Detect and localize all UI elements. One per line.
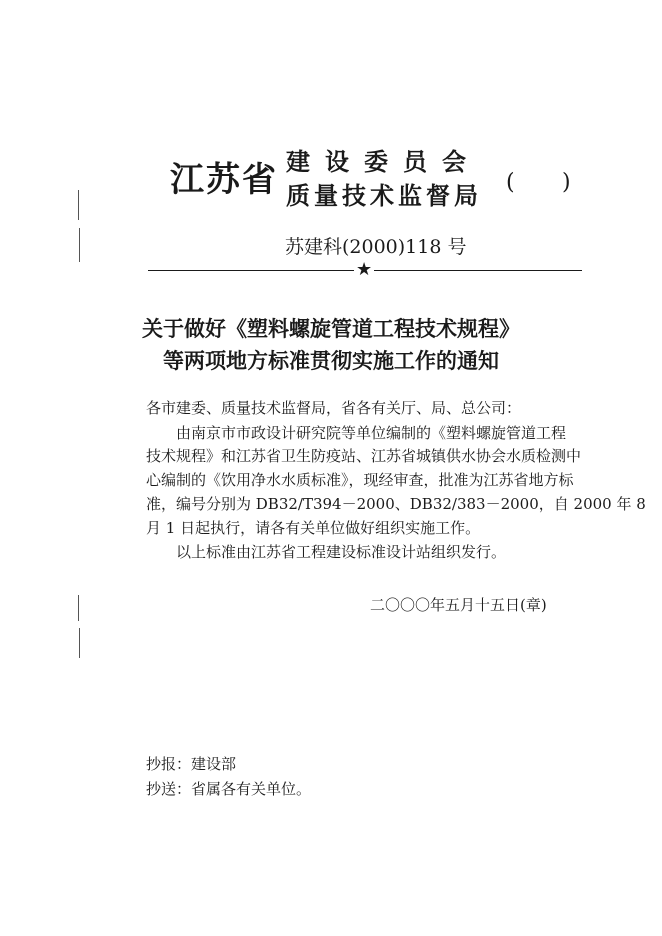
scan-margin-mark [79, 628, 80, 658]
scan-margin-mark [78, 190, 79, 220]
distribution-paragraph: 以上标准由江苏省工程建设标准设计站组织发行。 [176, 543, 507, 561]
scan-margin-mark [79, 228, 80, 262]
body-paragraph-line: 月 1 日起执行，请各有关单位做好组织实施工作。 [146, 519, 481, 537]
document-number: 苏建科(2000)118 号 [285, 236, 467, 258]
star-icon: ★ [356, 259, 373, 280]
notice-title-line2: 等两项地方标准贯彻实施工作的通知 [163, 349, 499, 373]
letterhead-paren-close: ) [562, 170, 571, 195]
letterhead-org-construction: 建设委员会 [286, 147, 481, 176]
body-paragraph-line: 由南京市市政设计研究院等单位编制的《塑料螺旋管道工程 [176, 424, 567, 442]
letterhead-org-quality: 质量技术监督局 [286, 181, 482, 210]
letterhead-paren-open: ( [506, 170, 515, 195]
cc-report-line: 抄报：建设部 [146, 755, 237, 773]
body-paragraph-line: 准，编号分别为 DB32/T394－2000、DB32/383－2000，自 2000 年 8 [146, 495, 646, 513]
notice-title-line1: 关于做好《塑料螺旋管道工程技术规程》 [142, 317, 520, 341]
salutation: 各市建委、质量技术监督局，省各有关厅、局、总公司： [146, 399, 522, 417]
cc-send-line: 抄送：省属各有关单位。 [146, 780, 312, 798]
letterhead-province: 江苏省 [170, 160, 278, 200]
body-paragraph-line: 技术规程》和江苏省卫生防疫站、江苏省城镇供水协会水质检测中 [146, 447, 582, 465]
body-paragraph-line: 心编制的《饮用净水水质标准》，现经审查，批准为江苏省地方标 [146, 471, 574, 489]
scan-margin-mark [78, 595, 79, 621]
signature-date: 二〇〇〇年五月十五日(章) [370, 596, 547, 614]
